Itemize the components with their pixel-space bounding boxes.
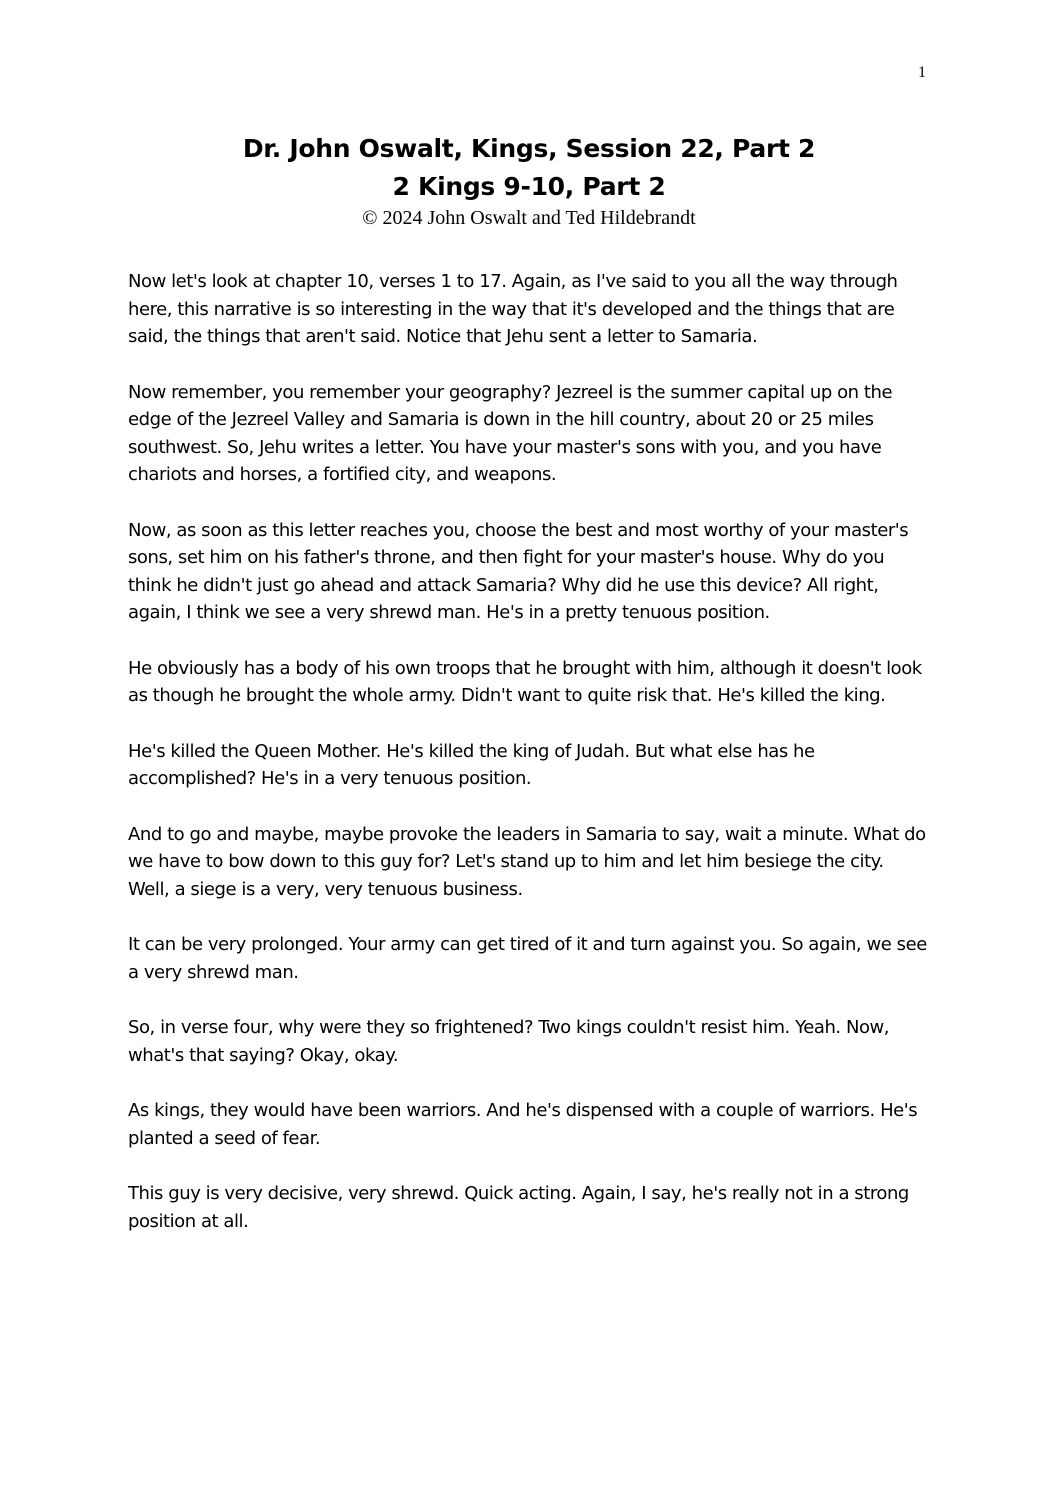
document-subtitle: 2 Kings 9-10, Part 2	[392, 172, 666, 201]
paragraph: He obviously has a body of his own troops that he brought with him, although it doesn't look as though he brought the whole army. Didn't want to quite risk that. He's killed the king.	[128, 657, 922, 706]
document-header	[0, 130, 1058, 230]
paragraph: And to go and maybe, maybe provoke the leaders in Samaria to say, wait a minute. What do we have to bow down to this guy for? Let's stand up to him and let him besiege the city. Well, a siege is a very, very tenuous business.	[128, 823, 926, 900]
paragraph: Now, as soon as this letter reaches you, choose the best and most worthy of your master's sons, set him on his father's throne, and then fight for your master's house. Why do you think he didn't just go ahead and attack Samaria? Why did he use this device? All right, again, I think we see a very shrewd man. He's in a pretty tenuous position.	[128, 519, 909, 623]
paragraph: So, in verse four, why were they so frightened? Two kings couldn't resist him. Yeah. Now, what's that saying? Okay, okay.	[128, 1017, 890, 1066]
paragraph: Now let's look at chapter 10, verses 1 to 17. Again, as I've said to you all the way through here, this narrative is so interesting in the way that it's developed and the things that are said, the things that aren't said. Notice that Jehu sent a letter to Samaria.	[128, 271, 898, 347]
document-body	[128, 268, 930, 1263]
paragraph: It can be very prolonged. Your army can get tired of it and turn against you. So again, we see a very shrewd man.	[128, 934, 927, 983]
copyright-notice: © 2024 John Oswalt and Ted Hildebrandt	[362, 207, 696, 229]
paragraph: As kings, they would have been warriors. And he's dispensed with a couple of warriors. He's planted a seed of fear.	[128, 1100, 918, 1149]
paragraph: Now remember, you remember your geography? Jezreel is the summer capital up on the edge of the Jezreel Valley and Samaria is down in the hill country, about 20 or 25 miles southwest. So, Jehu writes a letter. You have your master's sons with you, and you have chariots and horses, a fortified city, and weapons.	[128, 381, 893, 485]
paragraph: He's killed the Queen Mother. He's killed the king of Judah. But what else has he accomplished? He's in a very tenuous position.	[128, 740, 815, 789]
page-number: 1	[918, 64, 926, 81]
paragraph: This guy is very decisive, very shrewd. Quick acting. Again, I say, he's really not in a strong position at all.	[128, 1183, 909, 1232]
document-title: Dr. John Oswalt, Kings, Session 22, Part 2	[242, 134, 816, 163]
